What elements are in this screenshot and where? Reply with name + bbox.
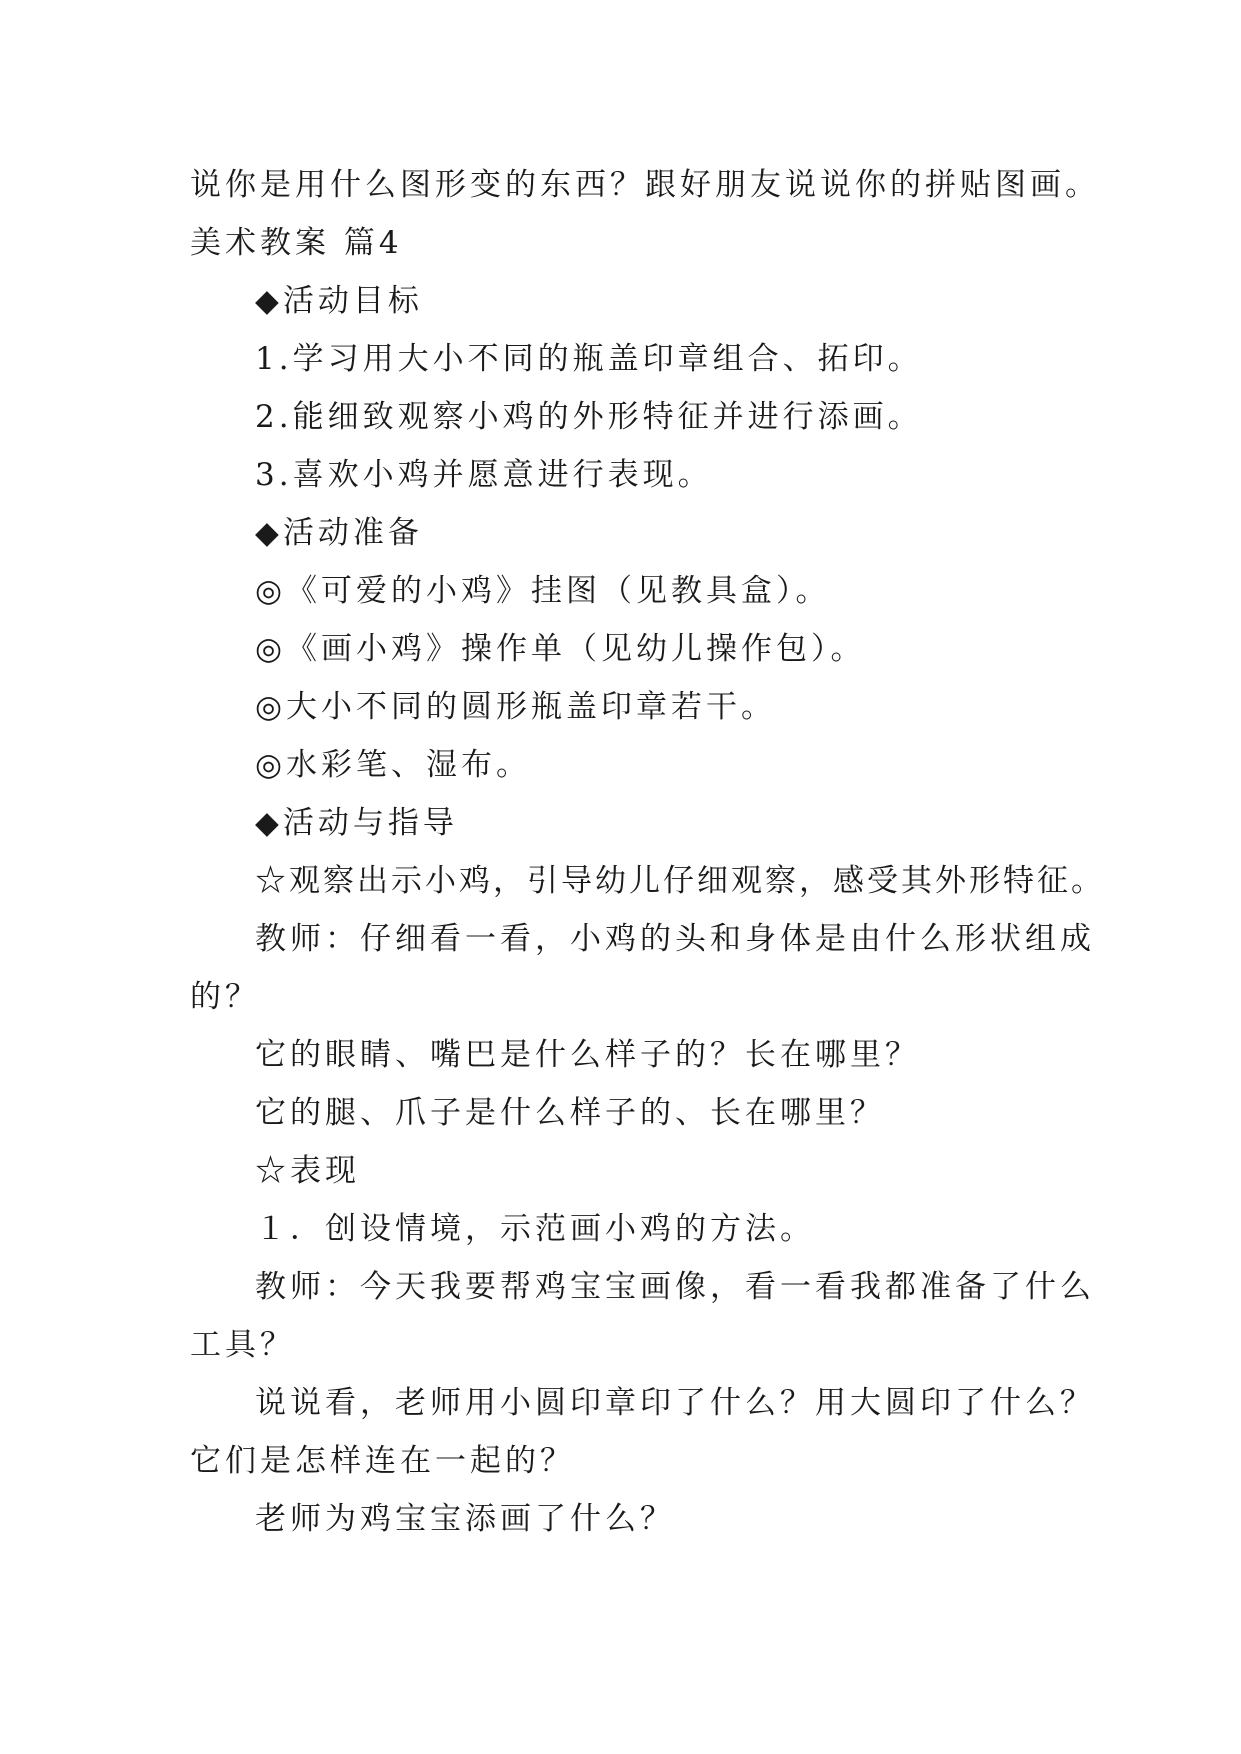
text-line: 说你是用什么图形变的东西？跟好朋友说说你的拼贴图画。	[190, 167, 1100, 203]
text-line: 它的眼睛、嘴巴是什么样子的？长在哪里？	[255, 1037, 920, 1073]
text-line: 3.喜欢小鸡并愿意进行表现。	[255, 457, 713, 493]
text-line: 1.学习用大小不同的瓶盖印章组合、拓印。	[255, 341, 923, 377]
subsection-heading: ◆活动与指导	[255, 805, 458, 841]
text-line: 它的腿、爪子是什么样子的、长在哪里？	[255, 1095, 885, 1131]
text-line: 教师：仔细看一看，小鸡的头和身体是由什么形状组成	[255, 921, 1095, 957]
text-line: ◎《画小鸡》操作单（见幼儿操作包）。	[255, 631, 866, 667]
text-line: 的？	[190, 979, 260, 1015]
text-line: ◎水彩笔、湿布。	[255, 747, 532, 783]
text-line: 它们是怎样连在一起的？	[190, 1443, 575, 1479]
subsection-heading: ◆活动目标	[255, 283, 423, 319]
text-line: １．创设情境，示范画小鸡的方法。	[255, 1211, 815, 1247]
text-line: 教师：今天我要帮鸡宝宝画像，看一看我都准备了什么	[255, 1269, 1095, 1305]
text-line: ◎大小不同的圆形瓶盖印章若干。	[255, 689, 777, 725]
subsection-heading: ☆表现	[255, 1153, 360, 1189]
text-line: 说说看，老师用小圆印章印了什么？用大圆印了什么？	[255, 1385, 1095, 1421]
text-line: ☆观察出示小鸡，引导幼儿仔细观察，感受其外形特征。	[255, 863, 1105, 899]
subsection-heading: ◆活动准备	[255, 515, 423, 551]
section-heading: 美术教案 篇4	[190, 225, 403, 261]
text-line: 老师为鸡宝宝添画了什么？	[255, 1501, 675, 1537]
text-line: 2.能细致观察小鸡的外形特征并进行添画。	[255, 399, 923, 435]
text-line: 工具？	[190, 1327, 295, 1363]
text-line: ◎《可爱的小鸡》挂图（见教具盒）。	[255, 573, 831, 609]
